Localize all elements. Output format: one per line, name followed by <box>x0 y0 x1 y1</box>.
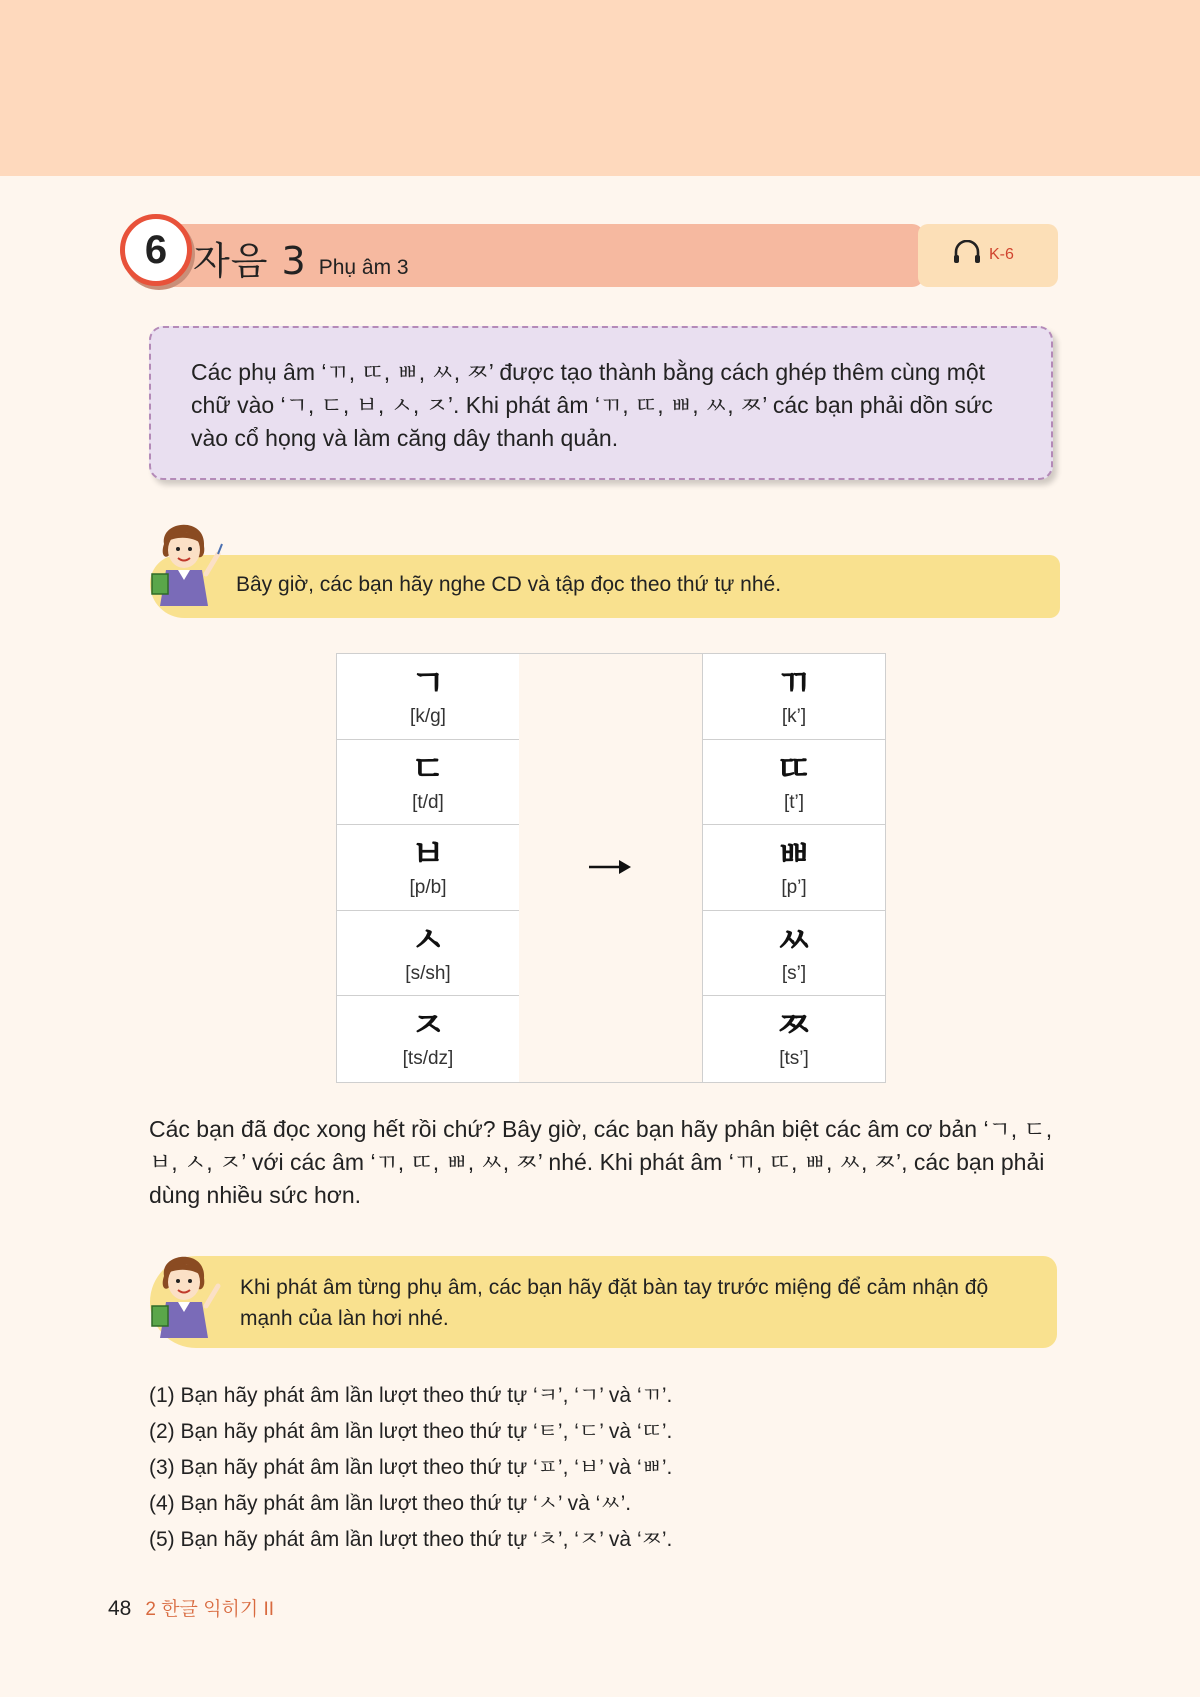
consonant-ipa: [s’] <box>781 962 807 984</box>
consonant-cell <box>337 996 519 1082</box>
consonant-char: ㅉ <box>776 1005 812 1047</box>
consonant-ipa: [ts’] <box>779 1048 809 1070</box>
consonant-cell <box>703 654 885 740</box>
arrow-right-icon <box>587 855 633 879</box>
consonant-char: ㅃ <box>776 834 812 876</box>
list-item: (4) Bạn hãy phát âm lần lượt theo thứ tự ‘ㅅ’ và ‘ㅆ’. <box>149 1492 632 1515</box>
section-number-badge: 6 <box>120 214 192 286</box>
consonant-ipa: [t/d] <box>412 791 444 813</box>
list-item: (1) Bạn hãy phát âm lần lượt theo thứ tự ‘ㅋ’, ‘ㄱ’ và ‘ㄲ’. <box>149 1384 673 1407</box>
consonant-char: ㄷ <box>410 748 446 790</box>
consonant-ipa: [s/sh] <box>405 962 451 984</box>
teacher-avatar-icon <box>146 514 230 610</box>
page-footer <box>108 1594 274 1621</box>
consonant-ipa: [ts/dz] <box>402 1048 454 1070</box>
consonant-char: ㄲ <box>776 663 812 704</box>
list-item: (3) Bạn hãy phát âm lần lượt theo thứ tự ‘ㅍ’, ‘ㅂ’ và ‘ㅃ’. <box>149 1456 673 1479</box>
consonant-cell <box>703 740 885 826</box>
consonant-char: ㅈ <box>410 1005 446 1047</box>
basic-consonant-column <box>336 653 520 1083</box>
tip-bubble-hand <box>150 1256 1057 1348</box>
page-number: 48 <box>108 1597 132 1620</box>
consonant-char: ㄸ <box>776 748 812 790</box>
headphones-icon <box>952 240 986 269</box>
explanation-paragraph: Các bạn đã đọc xong hết rồi chứ? Bây giờ, các bạn hãy phân biệt các âm cơ bản ‘ㄱ, ㄷ, ㅂ, ㅅ, ㅈ’ với các âm ‘ㄲ, ㄸ, ㅃ, ㅆ, ㅉ’ nhé. Khi phát âm ‘ㄲ, ㄸ, ㅃ, ㅆ, ㅉ’, các bạn phải dùng nhiều sức hơn. <box>149 1116 1053 1208</box>
consonant-char: ㅆ <box>776 919 812 961</box>
consonant-char: ㅂ <box>410 834 446 876</box>
consonant-ipa: [p’] <box>781 877 807 899</box>
consonant-cell <box>703 996 885 1082</box>
practice-steps <box>149 1378 1049 1558</box>
list-item: (5) Bạn hãy phát âm lần lượt theo thứ tự ‘ㅊ’, ‘ㅈ’ và ‘ㅉ’. <box>149 1528 673 1551</box>
section-title-korean: 자음 3 <box>193 239 307 283</box>
tense-consonant-column <box>702 653 886 1083</box>
consonant-cell <box>337 740 519 826</box>
top-band <box>0 0 1200 176</box>
consonant-cell <box>337 825 519 911</box>
audio-track[interactable] <box>952 240 1014 269</box>
consonant-ipa: [k/g] <box>410 706 446 727</box>
tip-bubble-listen <box>150 555 1060 618</box>
intro-text: Các phụ âm ‘ㄲ, ㄸ, ㅃ, ㅆ, ㅉ’ được tạo thành bằng cách ghép thêm cùng một chữ vào ‘ㄱ, ㄷ, ㅂ, ㅅ, ㅈ’. Khi phát âm ‘ㄲ, ㄸ, ㅃ, ㅆ, ㅉ’ các bạn phải dồn sức vào cổ họng và làm căng dây thanh quản. <box>191 359 993 451</box>
consonant-ipa: [p/b] <box>409 877 447 899</box>
tip-listen-text: Bây giờ, các bạn hãy nghe CD và tập đọc theo thứ tự nhé. <box>236 573 782 596</box>
list-item: (2) Bạn hãy phát âm lần lượt theo thứ tự ‘ㅌ’, ‘ㄷ’ và ‘ㄸ’. <box>149 1420 673 1443</box>
section-title-vietnamese: Phụ âm 3 <box>318 256 409 279</box>
consonant-cell <box>703 825 885 911</box>
section-title <box>193 230 409 283</box>
chapter-title: 2 한글 익히기 II <box>145 1599 275 1620</box>
consonant-char: ㄱ <box>410 663 446 704</box>
consonant-char: ㅅ <box>410 919 446 961</box>
consonant-ipa: [t’] <box>783 791 805 813</box>
consonant-ipa: [k’] <box>781 706 807 727</box>
consonant-cell <box>337 911 519 997</box>
tip-hand-text: Khi phát âm từng phụ âm, các bạn hãy đặt bàn tay trước miệng để cảm nhận độ mạnh của làn hơi nhé. <box>240 1276 989 1330</box>
intro-box <box>149 326 1053 480</box>
consonant-cell <box>703 911 885 997</box>
audio-track-label: K-6 <box>989 245 1014 263</box>
teacher-avatar-icon <box>146 1246 230 1342</box>
consonant-cell <box>337 654 519 740</box>
